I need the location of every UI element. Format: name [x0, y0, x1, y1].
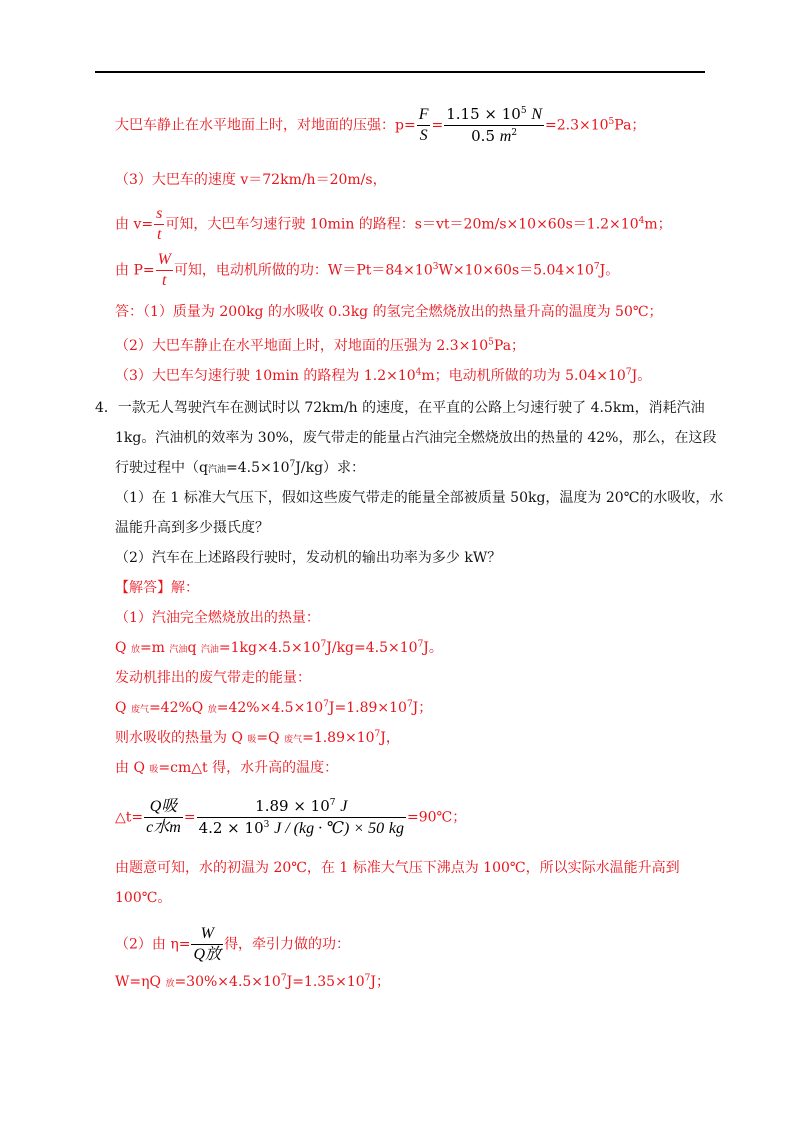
text: 由 Q: [115, 760, 150, 776]
text: =cm△t 得，水升高的温度：: [158, 760, 339, 776]
text: W=ηQ: [115, 974, 166, 990]
answer-a2: [115, 638, 443, 660]
work-line: [115, 250, 619, 291]
text: =m: [139, 640, 170, 656]
unit: Pa；: [493, 338, 526, 354]
answer-a6: [115, 758, 338, 780]
fraction-q-cm: [144, 797, 183, 838]
frac-num: [197, 796, 406, 817]
text: 4.2 × 10: [198, 819, 264, 837]
exp: 7: [374, 729, 381, 740]
frac-num: W: [200, 925, 214, 942]
text: 1.89 × 10: [255, 797, 330, 815]
unit: kg: [388, 820, 405, 837]
answer-line-2: [115, 336, 525, 356]
fraction-temperature: [197, 796, 406, 839]
subscript: 放: [207, 705, 217, 715]
exp: 7: [320, 639, 327, 650]
exp: 7: [289, 459, 296, 470]
exp: 7: [417, 639, 424, 650]
text: =1.89×10: [302, 730, 375, 746]
text: =30%×4.5×10: [174, 974, 281, 990]
answer-a9: 100℃。: [115, 890, 172, 906]
exp: 4: [415, 367, 422, 378]
frac-num: [444, 104, 544, 125]
exp: 4: [638, 215, 645, 226]
distance-line: [115, 204, 672, 245]
question-4-line-3: [115, 458, 365, 480]
text: J/kg=4.5×10: [326, 640, 418, 656]
unit: J。: [599, 262, 620, 279]
subscript: 汽油: [207, 465, 226, 475]
frac-num: [144, 797, 183, 817]
unit: Pa；: [614, 117, 646, 134]
exp: 7: [625, 367, 632, 378]
text: =42%×4.5×10: [216, 700, 324, 716]
frac-den: [191, 944, 223, 965]
answer-line-1: 答：（1）质量为 200kg 的水吸收 0.3kg 的氢完全燃烧放出的热量升高的温度为 50℃；: [115, 304, 663, 320]
exp: 5: [520, 106, 527, 116]
text: m；电动机所做的功为 5.04×10: [421, 368, 626, 384]
exp: 7: [323, 699, 329, 710]
unit: N: [531, 106, 542, 123]
fraction-w-t: [156, 250, 173, 291]
subscript: 吸: [161, 798, 178, 815]
text: 由 P=: [115, 262, 155, 279]
frac-num: F: [418, 106, 429, 123]
answer-a8: 由题意可知，水的初温为 20℃，在 1 标准大气压下沸点为 100℃，所以实际水温能升高到: [115, 860, 680, 876]
text: 一款无人驾驶汽车在测试时以 72km/h 的速度，在平直的公路上匀速行驶了 4.5km，消耗汽油: [117, 400, 705, 416]
answer-a4: [115, 698, 432, 720]
question-4-line-1: [95, 398, 705, 418]
unit: J；: [412, 700, 433, 716]
fraction-s-t: [154, 204, 164, 245]
fraction-w-q: [191, 924, 223, 965]
exp: 5: [608, 116, 615, 127]
subscript: 汽油: [169, 645, 188, 655]
answer-a11: [115, 972, 390, 994]
sub-question-1: （1）在 1 标准大气压下，假如这些废气带走的能量全部被质量 50kg，温度为 20℃的水吸收，水: [115, 490, 724, 506]
subscript: 放: [130, 645, 140, 655]
fraction-f-s: [417, 105, 431, 146]
answer-tag: 【解答】: [115, 580, 171, 596]
fraction-pressure: [444, 104, 544, 147]
text: 解：: [171, 580, 199, 596]
exp: 7: [329, 798, 336, 808]
text: =1kg×4.5×10: [218, 640, 321, 656]
answer-a1: （1）汽油完全燃烧放出的热量：: [115, 610, 320, 626]
text: =42%Q: [148, 700, 208, 716]
frac-num: W: [157, 251, 171, 268]
text: 得，牵引力做的功：: [224, 936, 351, 953]
unit: m: [499, 128, 512, 145]
subscript: 废气: [284, 735, 303, 745]
text: 可知，电动机所做的功：W＝Pt＝84×10: [173, 262, 433, 279]
exp: 3: [432, 261, 439, 272]
exp: 5: [488, 337, 494, 348]
text: =Q: [256, 730, 285, 746]
unit: J。: [631, 368, 652, 384]
subscript: 吸: [149, 765, 159, 775]
unit: J: [340, 798, 348, 815]
subscript: 废气: [130, 705, 149, 715]
equals: =: [183, 809, 196, 826]
equals: =: [431, 117, 444, 134]
num-value: 1.15 × 10: [446, 105, 521, 123]
frac-den: [197, 817, 406, 839]
text: （2）由 η=: [115, 936, 191, 953]
symbol: Q: [149, 798, 162, 815]
result: =90℃；: [407, 809, 467, 826]
text: q: [187, 640, 201, 656]
exp: 7: [593, 261, 600, 272]
frac-num: s: [156, 205, 163, 222]
subscript: 水: [153, 819, 170, 836]
text: 则水吸收的热量为 Q: [115, 730, 248, 746]
den-value: 0.5: [471, 127, 495, 145]
text: J/kg）求：: [295, 460, 366, 476]
unit: m；: [644, 216, 672, 233]
question-4-line-2: 1kg。汽油机的效率为 30%，废气带走的能量占汽油完全燃烧放出的热量的 42%，那么，在这段: [115, 430, 717, 446]
text: J=1.35×10: [286, 974, 365, 990]
answer-line-3: [115, 366, 651, 386]
exp: 3: [263, 820, 270, 830]
text: J=1.89×10: [328, 700, 407, 716]
unit: J。: [423, 640, 443, 656]
header-rule: [95, 71, 705, 73]
answer-a3: 发动机排出的废气带走的能量：: [115, 670, 311, 686]
answer-heading: [115, 578, 199, 598]
result: =2.3×10: [545, 117, 609, 134]
text: Q: [115, 700, 131, 716]
symbol: m: [169, 819, 181, 836]
exp: 7: [280, 973, 287, 984]
text: W×10×60s＝5.04×10: [438, 262, 594, 279]
frac-den: S: [417, 125, 431, 146]
exp: 7: [364, 973, 371, 984]
text: =4.5×10: [225, 460, 290, 476]
unit: J；: [370, 974, 390, 990]
exp: 2: [511, 128, 518, 138]
subscript: 放: [165, 979, 175, 989]
text: Q: [115, 640, 131, 656]
question-number: 4．: [95, 400, 118, 416]
text: （3）大巴车匀速行驶 10min 的路程为 1.2×10: [115, 368, 416, 384]
unit: J，: [380, 730, 400, 746]
text: 可知，大巴车匀速行驶 10min 的路程：s＝vt＝20m/s×10×60s＝1.2×10: [165, 216, 639, 233]
text: 由 v=: [115, 216, 154, 233]
text: 行驶过程中（q: [115, 460, 208, 476]
subscript: 汽油: [200, 645, 219, 655]
sub-question-1-cont: 温能升高到多少摄氏度？: [115, 520, 269, 536]
symbol: Q: [193, 946, 206, 963]
exp: 7: [406, 699, 413, 710]
answer-a5: [115, 728, 400, 750]
subscript: 放: [205, 946, 222, 963]
sub-question-2: （2）汽车在上述路段行驶时，发动机的输出功率为多少 kW？: [115, 550, 502, 566]
p-symbol: p: [395, 117, 404, 134]
pressure-line: [115, 104, 645, 147]
unit: J / (kg · ℃) × 50: [274, 820, 385, 837]
equals: =: [131, 809, 144, 826]
delta-t: △t: [115, 809, 132, 826]
subscript: 吸: [247, 735, 257, 745]
symbol: c: [146, 819, 154, 836]
frac-den: [144, 817, 183, 838]
frac-den: t: [156, 270, 173, 291]
frac-den: t: [154, 224, 164, 245]
temperature-formula: [115, 796, 466, 839]
equals: =: [403, 117, 416, 134]
frac-den: [444, 125, 544, 147]
answer-a10: [115, 924, 350, 965]
text: （2）大巴车静止在水平地面上时，对地面的压强为 2.3×10: [115, 338, 489, 354]
speed-line: （3）大巴车的速度 v＝72km/h＝20m/s，: [115, 172, 387, 188]
pressure-text: 大巴车静止在水平地面上时，对地面的压强：: [115, 117, 395, 134]
